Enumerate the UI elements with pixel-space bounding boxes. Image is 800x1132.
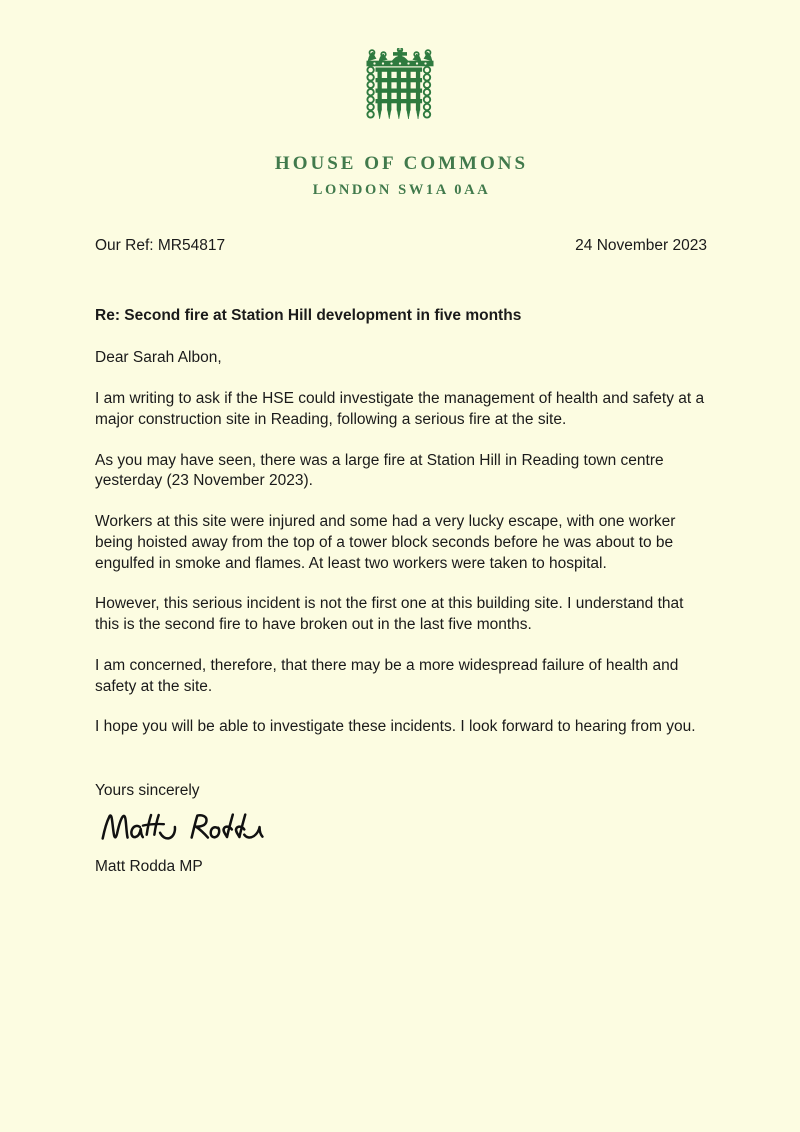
body-paragraph: I hope you will be able to investigate these incidents. I look forward to hearing from you. <box>95 718 696 736</box>
sign-off: Yours sincerely <box>95 782 200 800</box>
organisation-name: HOUSE OF COMMONS <box>274 153 529 174</box>
salutation: Dear Sarah Albon, <box>95 349 222 367</box>
portcullis-crowned-icon <box>362 48 438 138</box>
body-paragraph: However, this serious incident is not the first one at this building site. I understand that this is the second fire to have broken out in the last five months. <box>95 595 684 634</box>
handwritten-signature-icon <box>89 806 279 850</box>
body-paragraph: I am writing to ask if the HSE could investigate the management of health and safety at a major construction site in Reading, following a serious fire at the site. <box>95 389 705 428</box>
reference-number: Our Ref: MR54817 <box>95 237 226 254</box>
body-paragraph: Workers at this site were injured and some had a very lucky escape, with one worker being hoisted away from the top of a tower block seconds before he was about to be engulfed in smoke and flames. At least two workers were taken to hospital. <box>95 513 676 572</box>
letter-meta-row <box>95 236 707 256</box>
organisation-address: LONDON SW1A 0AA <box>312 181 491 198</box>
subject-line: Re: Second fire at Station Hill development in five months <box>95 307 522 325</box>
body-paragraph: I am concerned, therefore, that there may be a more widespread failure of health and safety at the site. <box>95 656 679 695</box>
letter-body <box>95 236 707 878</box>
body-paragraph: As you may have seen, there was a large fire at Station Hill in Reading town centre yesterday (23 November 2023). <box>95 451 664 490</box>
signer-name: Matt Rodda MP <box>95 858 203 876</box>
letterhead <box>0 48 800 199</box>
letter-date: 24 November 2023 <box>575 237 707 254</box>
